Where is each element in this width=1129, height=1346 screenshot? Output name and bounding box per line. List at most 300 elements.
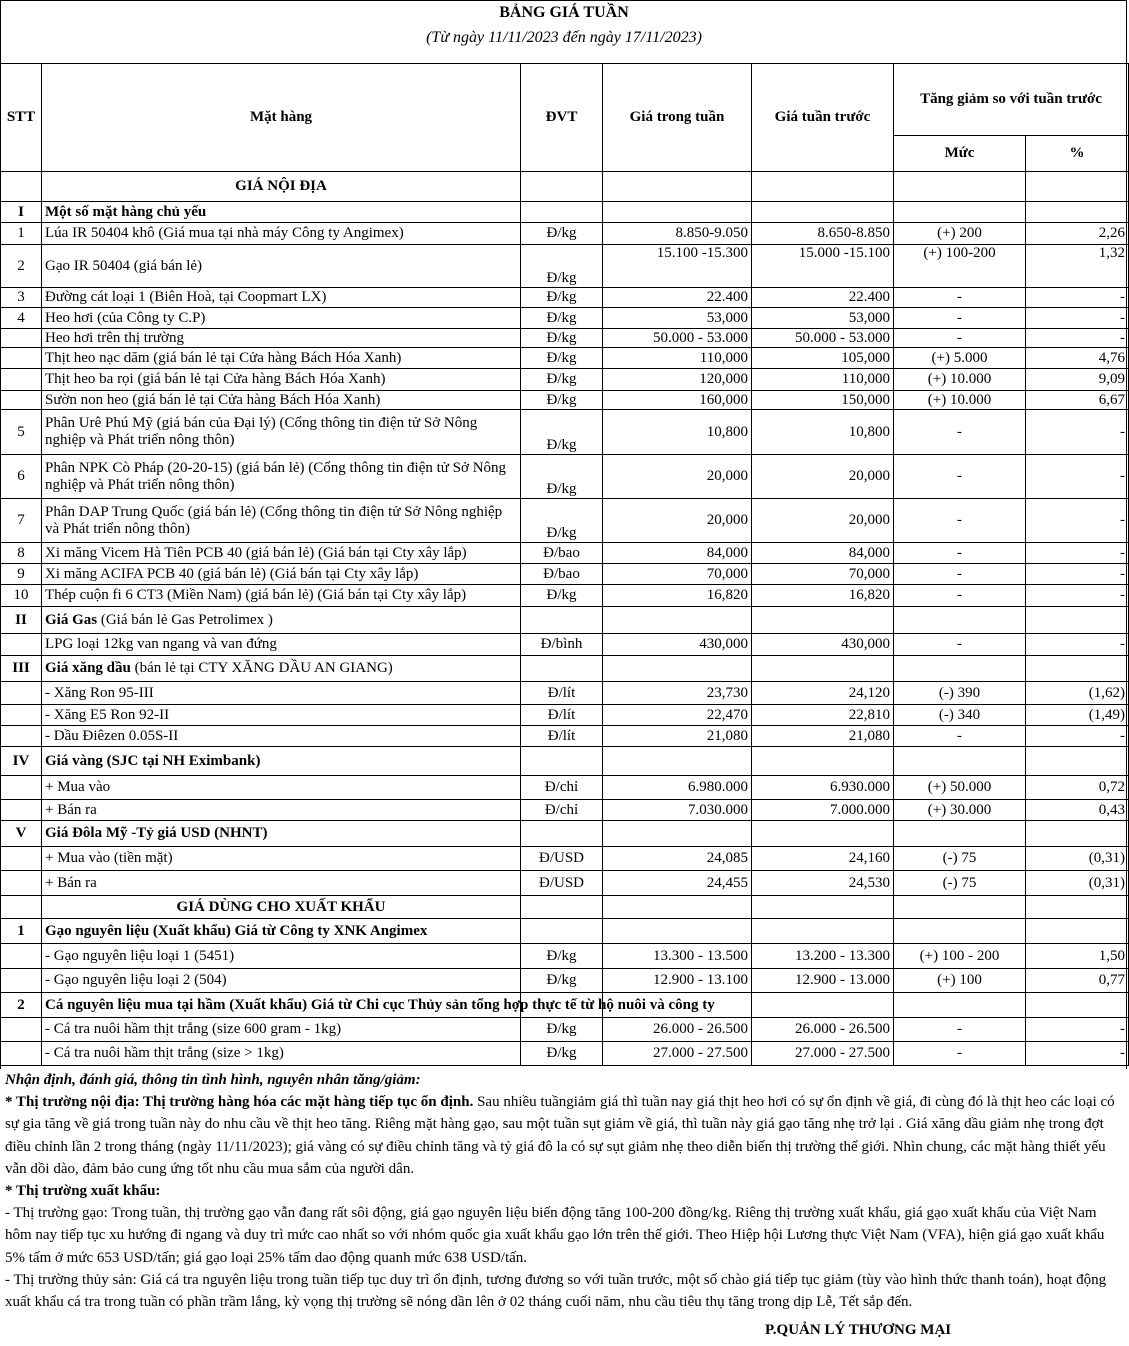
row-price-last-week: 8.650-8.850 xyxy=(752,223,894,245)
row-change-level: - xyxy=(894,1018,1026,1042)
row-unit: Đ/kg xyxy=(521,585,603,607)
table-cell xyxy=(521,202,603,223)
row-unit: Đ/lít xyxy=(521,705,603,726)
row-change-percent: - xyxy=(1026,329,1129,348)
table-row xyxy=(1,288,1129,308)
row-price-this-week: 8.850-9.050 xyxy=(603,223,752,245)
header-unit: ĐVT xyxy=(521,64,603,172)
row-unit: Đ/kg xyxy=(521,1018,603,1042)
row-stt xyxy=(1,705,42,726)
row-change-percent: 6,67 xyxy=(1026,391,1129,410)
group-row xyxy=(1,747,1129,776)
row-price-this-week: 24,455 xyxy=(603,871,752,896)
table-row xyxy=(1,800,1129,821)
row-change-level: - xyxy=(894,726,1026,747)
notes-export-label: * Thị trường xuất khẩu: xyxy=(5,1183,161,1200)
row-stt xyxy=(1,847,42,871)
row-price-last-week: 27.000 - 27.500 xyxy=(752,1042,894,1066)
table-cell xyxy=(894,919,1026,944)
row-item: Xi măng Vicem Hà Tiên PCB 40 (giá bán lẻ) (Giá bán tại Cty xây lắp) xyxy=(42,543,521,564)
row-change-level: (+) 5.000 xyxy=(894,348,1026,369)
row-item: Heo hơi trên thị trường xyxy=(42,329,521,348)
table-cell xyxy=(603,607,752,634)
row-unit: Đ/kg xyxy=(521,1042,603,1066)
table-cell xyxy=(603,919,752,944)
row-change-level: - xyxy=(894,499,1026,543)
table-cell xyxy=(752,919,894,944)
table-cell xyxy=(521,172,603,202)
row-price-last-week: 6.930.000 xyxy=(752,776,894,800)
row-price-last-week: 20,000 xyxy=(752,499,894,543)
row-stt: 7 xyxy=(1,499,42,543)
row-stt: 4 xyxy=(1,308,42,329)
notes-export-fish: - Thị trường thủy sản: Giá cá tra nguyên liệu trong tuần tiếp tục duy trì ổn định, tương đương so với tuần trước, một số chào giá tiếp tục giảm (tùy vào hình thức thanh toán), hoạt động xuất khẩu cá tra trong tuần có phần trầm lắng, kỳ vọng thị trường sẽ nóng dần lên ở 02 tháng cuối năm, nhu cầu tiêu thụ tăng trong dịp Lễ, Tết sắp đến. xyxy=(5,1271,1107,1311)
row-price-last-week: 110,000 xyxy=(752,369,894,391)
row-item: + Bán ra xyxy=(42,871,521,896)
row-price-last-week: 84,000 xyxy=(752,543,894,564)
row-stt: 3 xyxy=(1,288,42,308)
row-change-level: - xyxy=(894,564,1026,585)
row-stt xyxy=(1,329,42,348)
row-change-level: (+) 100-200 xyxy=(894,245,1026,288)
row-price-last-week: 12.900 - 13.000 xyxy=(752,969,894,993)
table-row xyxy=(1,391,1129,410)
group-stt: I xyxy=(1,202,42,223)
row-price-this-week: 6.980.000 xyxy=(603,776,752,800)
row-change-level: (+) 50.000 xyxy=(894,776,1026,800)
row-price-this-week: 15.100 -15.300 xyxy=(603,245,752,288)
row-item: Thịt heo nạc dăm (giá bán lẻ tại Cửa hàng Bách Hóa Xanh) xyxy=(42,348,521,369)
row-stt xyxy=(1,969,42,993)
row-item: Đường cát loại 1 (Biên Hoà, tại Coopmart LX) xyxy=(42,288,521,308)
row-price-this-week: 7.030.000 xyxy=(603,800,752,821)
row-unit: Đ/lít xyxy=(521,726,603,747)
notes-domestic xyxy=(5,1091,1123,1180)
row-change-level: - xyxy=(894,585,1026,607)
table-cell xyxy=(752,747,894,776)
group-stt: 1 xyxy=(1,919,42,944)
header-stt: STT xyxy=(1,64,42,172)
row-unit: Đ/kg xyxy=(521,499,603,543)
row-stt xyxy=(1,348,42,369)
row-unit: Đ/bao xyxy=(521,564,603,585)
row-change-percent: - xyxy=(1026,634,1129,656)
row-price-last-week: 7.000.000 xyxy=(752,800,894,821)
table-row xyxy=(1,369,1129,391)
row-change-percent: - xyxy=(1026,1042,1129,1066)
row-price-this-week: 23,730 xyxy=(603,682,752,705)
row-price-this-week: 50.000 - 53.000 xyxy=(603,329,752,348)
table-cell xyxy=(752,607,894,634)
row-item: Gạo IR 50404 (giá bán lẻ) xyxy=(42,245,521,288)
row-change-percent: - xyxy=(1026,564,1129,585)
table-cell xyxy=(1026,821,1129,847)
table-cell xyxy=(521,821,603,847)
row-change-level: (+) 100 xyxy=(894,969,1026,993)
row-item: Thép cuộn fi 6 CT3 (Miền Nam) (giá bán lẻ) (Giá bán tại Cty xây lắp) xyxy=(42,585,521,607)
row-change-percent: (0,31) xyxy=(1026,847,1129,871)
notes-section xyxy=(5,1069,1123,1313)
row-item: Phân NPK Cò Pháp (20-20-15) (giá bán lẻ) (Cổng thông tin điện tử Sở Nông nghiệp và Phát triển nông thôn) xyxy=(42,455,521,499)
row-stt xyxy=(1,871,42,896)
row-change-level: (-) 75 xyxy=(894,847,1026,871)
row-price-this-week: 70,000 xyxy=(603,564,752,585)
row-price-this-week: 10,800 xyxy=(603,410,752,455)
row-unit: Đ/kg xyxy=(521,288,603,308)
header-change: Tăng giảm so với tuần trước xyxy=(894,64,1129,136)
table-cell xyxy=(521,607,603,634)
section-row xyxy=(1,896,1129,919)
row-change-percent: (1,49) xyxy=(1026,705,1129,726)
table-cell xyxy=(894,202,1026,223)
row-price-this-week: 20,000 xyxy=(603,455,752,499)
row-change-level: - xyxy=(894,410,1026,455)
row-stt: 2 xyxy=(1,245,42,288)
row-change-percent: 4,76 xyxy=(1026,348,1129,369)
row-price-this-week: 27.000 - 27.500 xyxy=(603,1042,752,1066)
row-item: + Bán ra xyxy=(42,800,521,821)
row-change-percent: - xyxy=(1026,1018,1129,1042)
table-row xyxy=(1,455,1129,499)
row-item: Phân DAP Trung Quốc (giá bán lẻ) (Cổng thông tin điện tử Sở Nông nghiệp và Phát triển nông thôn) xyxy=(42,499,521,543)
row-item: - Cá tra nuôi hầm thịt trắng (size > 1kg) xyxy=(42,1042,521,1066)
group-row xyxy=(1,919,1129,944)
row-item: Xi măng ACIFA PCB 40 (giá bán lẻ) (Giá bán tại Cty xây lắp) xyxy=(42,564,521,585)
row-price-last-week: 22,810 xyxy=(752,705,894,726)
row-price-last-week: 24,530 xyxy=(752,871,894,896)
row-unit: Đ/bao xyxy=(521,543,603,564)
page-subtitle: (Từ ngày 11/11/2023 đến ngày 17/11/2023) xyxy=(426,29,702,46)
group-stt: II xyxy=(1,607,42,634)
group-stt: 2 xyxy=(1,993,42,1018)
row-item: Heo hơi (của Công ty C.P) xyxy=(42,308,521,329)
row-stt xyxy=(1,944,42,969)
table-row xyxy=(1,682,1129,705)
row-change-level: - xyxy=(894,634,1026,656)
row-unit: Đ/USD xyxy=(521,871,603,896)
group-name xyxy=(42,656,521,682)
table-row xyxy=(1,585,1129,607)
table-cell xyxy=(521,896,603,919)
row-change-percent: - xyxy=(1026,585,1129,607)
table-row xyxy=(1,944,1129,969)
row-change-level: - xyxy=(894,455,1026,499)
row-stt: 1 xyxy=(1,223,42,245)
row-change-percent: - xyxy=(1026,726,1129,747)
row-change-level: (+) 200 xyxy=(894,223,1026,245)
row-unit: Đ/kg xyxy=(521,944,603,969)
row-item: Sườn non heo (giá bán lẻ tại Cửa hàng Bách Hóa Xanh) xyxy=(42,391,521,410)
row-item: Thịt heo ba rọi (giá bán lẻ tại Cửa hàng Bách Hóa Xanh) xyxy=(42,369,521,391)
row-price-last-week: 15.000 -15.100 xyxy=(752,245,894,288)
row-change-percent: 2,26 xyxy=(1026,223,1129,245)
row-price-last-week: 53,000 xyxy=(752,308,894,329)
row-unit: Đ/kg xyxy=(521,369,603,391)
group-name: Giá Đôla Mỹ -Tỷ giá USD (NHNT) xyxy=(42,821,521,847)
row-stt: 5 xyxy=(1,410,42,455)
table-cell xyxy=(521,747,603,776)
row-stt xyxy=(1,1018,42,1042)
row-item: - Xăng Ron 95-III xyxy=(42,682,521,705)
stt-cell xyxy=(1,172,42,202)
notes-export-rice: - Thị trường gạo: Trong tuần, thị trường gạo vẫn đang rất sôi động, giá gạo nguyên liệu biến động tăng 100-200 đồng/kg. Riêng thị trường xuất khẩu, giá gạo xuất khẩu của Việt Nam hôm nay tiếp tục xu hướng đi ngang và duy trì mức cao nhất so với nhóm quốc gia xuất khẩu gạo lớn trên thế giới. Theo Hiệp hội Lương thực Việt Nam (VFA), hiện giá gạo xuất khẩu 5% tấm ở mức 653 USD/tấn; giá gạo loại 25% tấm dao động quanh mức 638 USD/tấn. xyxy=(5,1205,1105,1266)
table-cell xyxy=(752,202,894,223)
row-unit: Đ/kg xyxy=(521,308,603,329)
table-row xyxy=(1,499,1129,543)
table-row xyxy=(1,543,1129,564)
row-change-percent: - xyxy=(1026,455,1129,499)
row-price-this-week: 160,000 xyxy=(603,391,752,410)
table-row xyxy=(1,245,1129,288)
table-cell xyxy=(1026,607,1129,634)
table-row xyxy=(1,223,1129,245)
group-name: Cá nguyên liệu mua tại hầm (Xuất khẩu) Giá từ Chi cục Thủy sản tổng hợp thực tế từ hộ nuôi và công ty xyxy=(42,993,521,1018)
row-item: + Mua vào xyxy=(42,776,521,800)
row-price-last-week: 26.000 - 26.500 xyxy=(752,1018,894,1042)
notes-domestic-label: * Thị trường nội địa: Thị trường hàng hóa các mặt hàng tiếp tục ổn định. xyxy=(5,1094,474,1111)
row-item: - Cá tra nuôi hầm thịt trắng (size 600 gram - 1kg) xyxy=(42,1018,521,1042)
row-change-percent: (0,31) xyxy=(1026,871,1129,896)
row-stt xyxy=(1,369,42,391)
table-cell xyxy=(1026,202,1129,223)
row-price-last-week: 21,080 xyxy=(752,726,894,747)
row-unit: Đ/kg xyxy=(521,245,603,288)
row-price-this-week: 13.300 - 13.500 xyxy=(603,944,752,969)
table-cell xyxy=(894,747,1026,776)
row-price-this-week: 84,000 xyxy=(603,543,752,564)
row-change-percent: (1,62) xyxy=(1026,682,1129,705)
row-change-percent: 1,32 xyxy=(1026,245,1129,288)
row-change-level: (+) 10.000 xyxy=(894,391,1026,410)
row-price-this-week: 24,085 xyxy=(603,847,752,871)
row-unit: Đ/kg xyxy=(521,329,603,348)
row-unit: Đ/kg xyxy=(521,391,603,410)
row-stt xyxy=(1,726,42,747)
row-unit: Đ/chỉ xyxy=(521,776,603,800)
section-row xyxy=(1,172,1129,202)
row-unit: Đ/kg xyxy=(521,410,603,455)
row-price-last-week: 24,160 xyxy=(752,847,894,871)
header-this-week: Giá trong tuần xyxy=(603,64,752,172)
row-price-last-week: 105,000 xyxy=(752,348,894,369)
group-row xyxy=(1,993,1129,1018)
table-cell xyxy=(894,607,1026,634)
header-level: Mức xyxy=(894,136,1026,172)
price-table xyxy=(0,63,1129,1066)
group-row xyxy=(1,607,1129,634)
section-domestic: GIÁ NỘI ĐỊA xyxy=(42,172,521,202)
group-row xyxy=(1,656,1129,682)
row-item: Lúa IR 50404 khô (Giá mua tại nhà máy Công ty Angimex) xyxy=(42,223,521,245)
row-change-level: - xyxy=(894,543,1026,564)
row-change-percent: - xyxy=(1026,410,1129,455)
row-change-percent: - xyxy=(1026,288,1129,308)
row-change-percent: 9,09 xyxy=(1026,369,1129,391)
row-unit: Đ/USD xyxy=(521,847,603,871)
table-cell xyxy=(752,172,894,202)
table-cell xyxy=(894,821,1026,847)
header-percent: % xyxy=(1026,136,1129,172)
group-name: Gạo nguyên liệu (Xuất khẩu) Giá từ Công ty XNK Angimex xyxy=(42,919,521,944)
row-price-last-week: 430,000 xyxy=(752,634,894,656)
row-price-this-week: 12.900 - 13.100 xyxy=(603,969,752,993)
group-name-rest: (bán lẻ tại CTY XĂNG DẦU AN GIANG) xyxy=(130,660,393,676)
notes-domestic-text: Sau nhiều tuầngiảm giá thì tuần nay giá thịt heo hơi có sự ổn định về giá, đi cùng đó là thịt heo các loại có sự gia tăng về giá trong tuần này do nhu cầu về thịt heo tăng. Riêng mặt hàng gạo, sau một tuần sụt giảm về giá, thì tuần này giá gạo tăng nhẹ trở lại . Giá xăng dầu giảm nhẹ trong đợt điều chỉnh lần 2 trong tháng (ngày 11/11/2023); giá vàng có sự điều chỉnh tăng và tỷ giá đô la có sự sụt giảm nhẹ theo diễn biến thị trường thế giới. Nhìn chung, các mặt hàng thiết yếu vẫn dồi dào, đảm bảo cung ứng tốt nhu cầu mua sắm của người dân. xyxy=(5,1094,1115,1177)
group-name-bold: Giá xăng dầu xyxy=(45,660,131,676)
row-change-percent: 0,43 xyxy=(1026,800,1129,821)
table-cell xyxy=(603,202,752,223)
table-cell xyxy=(1026,896,1129,919)
header-last-week: Giá tuần trước xyxy=(752,64,894,172)
row-item: - Gạo nguyên liệu loại 2 (504) xyxy=(42,969,521,993)
row-price-this-week: 120,000 xyxy=(603,369,752,391)
row-price-this-week: 430,000 xyxy=(603,634,752,656)
row-stt xyxy=(1,776,42,800)
table-cell xyxy=(752,821,894,847)
table-cell xyxy=(521,656,603,682)
group-name-rest: (Giá bán lẻ Gas Petrolimex ) xyxy=(97,611,273,628)
row-unit: Đ/kg xyxy=(521,969,603,993)
table-cell xyxy=(1026,172,1129,202)
row-change-percent: 1,50 xyxy=(1026,944,1129,969)
row-price-this-week: 110,000 xyxy=(603,348,752,369)
table-row xyxy=(1,1042,1129,1066)
table-cell xyxy=(603,172,752,202)
row-change-percent: - xyxy=(1026,499,1129,543)
table-cell xyxy=(752,656,894,682)
row-change-percent: 0,77 xyxy=(1026,969,1129,993)
row-price-last-week: 13.200 - 13.300 xyxy=(752,944,894,969)
table-row xyxy=(1,1018,1129,1042)
row-item: - Xăng E5 Ron 92-II xyxy=(42,705,521,726)
row-stt: 6 xyxy=(1,455,42,499)
page-title: BẢNG GIÁ TUẦN xyxy=(499,4,629,21)
row-stt: 8 xyxy=(1,543,42,564)
table-cell xyxy=(603,896,752,919)
row-item: LPG loại 12kg van ngang và van đứng xyxy=(42,634,521,656)
section-export: GIÁ DÙNG CHO XUẤT KHẨU xyxy=(42,896,521,919)
row-change-level: (-) 340 xyxy=(894,705,1026,726)
group-name xyxy=(42,607,521,634)
row-price-last-week: 10,800 xyxy=(752,410,894,455)
table-cell xyxy=(894,993,1026,1018)
table-row xyxy=(1,871,1129,896)
row-stt xyxy=(1,634,42,656)
table-row xyxy=(1,410,1129,455)
row-change-percent: - xyxy=(1026,543,1129,564)
group-name: Một số mặt hàng chủ yếu xyxy=(42,202,521,223)
table-cell xyxy=(752,896,894,919)
header-item: Mặt hàng xyxy=(42,64,521,172)
table-cell xyxy=(894,656,1026,682)
table-cell xyxy=(894,896,1026,919)
row-price-this-week: 26.000 - 26.500 xyxy=(603,1018,752,1042)
table-cell xyxy=(1026,747,1129,776)
group-stt: IV xyxy=(1,747,42,776)
row-unit: Đ/kg xyxy=(521,348,603,369)
table-cell xyxy=(603,656,752,682)
row-change-level: (-) 390 xyxy=(894,682,1026,705)
row-unit: Đ/bình xyxy=(521,634,603,656)
table-row xyxy=(1,308,1129,329)
row-change-level: - xyxy=(894,288,1026,308)
row-unit: Đ/kg xyxy=(521,223,603,245)
stt-cell xyxy=(1,896,42,919)
table-cell xyxy=(521,919,603,944)
row-item: + Mua vào (tiền mặt) xyxy=(42,847,521,871)
row-change-level: (-) 75 xyxy=(894,871,1026,896)
row-price-this-week: 21,080 xyxy=(603,726,752,747)
row-price-this-week: 16,820 xyxy=(603,585,752,607)
row-price-last-week: 50.000 - 53.000 xyxy=(752,329,894,348)
table-row xyxy=(1,348,1129,369)
row-price-last-week: 24,120 xyxy=(752,682,894,705)
table-row xyxy=(1,634,1129,656)
table-row xyxy=(1,969,1129,993)
row-price-this-week: 53,000 xyxy=(603,308,752,329)
row-change-level: - xyxy=(894,308,1026,329)
row-stt xyxy=(1,391,42,410)
row-unit: Đ/chỉ xyxy=(521,800,603,821)
group-stt: V xyxy=(1,821,42,847)
table-cell xyxy=(1026,919,1129,944)
table-cell xyxy=(1026,656,1129,682)
table-row xyxy=(1,726,1129,747)
row-stt xyxy=(1,682,42,705)
row-price-this-week: 20,000 xyxy=(603,499,752,543)
group-stt: III xyxy=(1,656,42,682)
row-item: - Dầu Điêzen 0.05S-II xyxy=(42,726,521,747)
row-change-level: (+) 30.000 xyxy=(894,800,1026,821)
row-price-last-week: 70,000 xyxy=(752,564,894,585)
signature: P.QUẢN LÝ THƯƠNG MẠI xyxy=(765,1322,952,1338)
group-row xyxy=(1,821,1129,847)
row-stt: 9 xyxy=(1,564,42,585)
table-cell xyxy=(603,821,752,847)
table-row xyxy=(1,329,1129,348)
table-cell xyxy=(894,172,1026,202)
row-price-last-week: 150,000 xyxy=(752,391,894,410)
row-change-percent: 0,72 xyxy=(1026,776,1129,800)
row-price-last-week: 22.400 xyxy=(752,288,894,308)
notes-heading: Nhận định, đánh giá, thông tin tình hình, nguyên nhân tăng/giảm: xyxy=(5,1072,421,1088)
row-stt xyxy=(1,800,42,821)
table-row xyxy=(1,564,1129,585)
row-change-level: (+) 10.000 xyxy=(894,369,1026,391)
table-row xyxy=(1,705,1129,726)
row-change-percent: - xyxy=(1026,308,1129,329)
row-change-level: - xyxy=(894,1042,1026,1066)
row-price-last-week: 20,000 xyxy=(752,455,894,499)
group-name-bold: Giá Gas xyxy=(45,611,98,628)
group-name: Giá vàng (SJC tại NH Eximbank) xyxy=(42,747,521,776)
row-unit: Đ/lít xyxy=(521,682,603,705)
table-row xyxy=(1,776,1129,800)
table-row xyxy=(1,847,1129,871)
table-cell xyxy=(1026,993,1129,1018)
row-stt: 10 xyxy=(1,585,42,607)
row-price-last-week: 16,820 xyxy=(752,585,894,607)
row-price-this-week: 22,470 xyxy=(603,705,752,726)
table-cell xyxy=(603,747,752,776)
table-cell xyxy=(752,993,894,1018)
row-stt xyxy=(1,1042,42,1066)
row-item: - Gạo nguyên liệu loại 1 (5451) xyxy=(42,944,521,969)
row-price-this-week: 22.400 xyxy=(603,288,752,308)
row-change-level: (+) 100 - 200 xyxy=(894,944,1026,969)
row-item: Phân Urê Phú Mỹ (giá bán của Đại lý) (Cổng thông tin điện tử Sở Nông nghiệp và Phát triển nông thôn) xyxy=(42,410,521,455)
row-unit: Đ/kg xyxy=(521,455,603,499)
